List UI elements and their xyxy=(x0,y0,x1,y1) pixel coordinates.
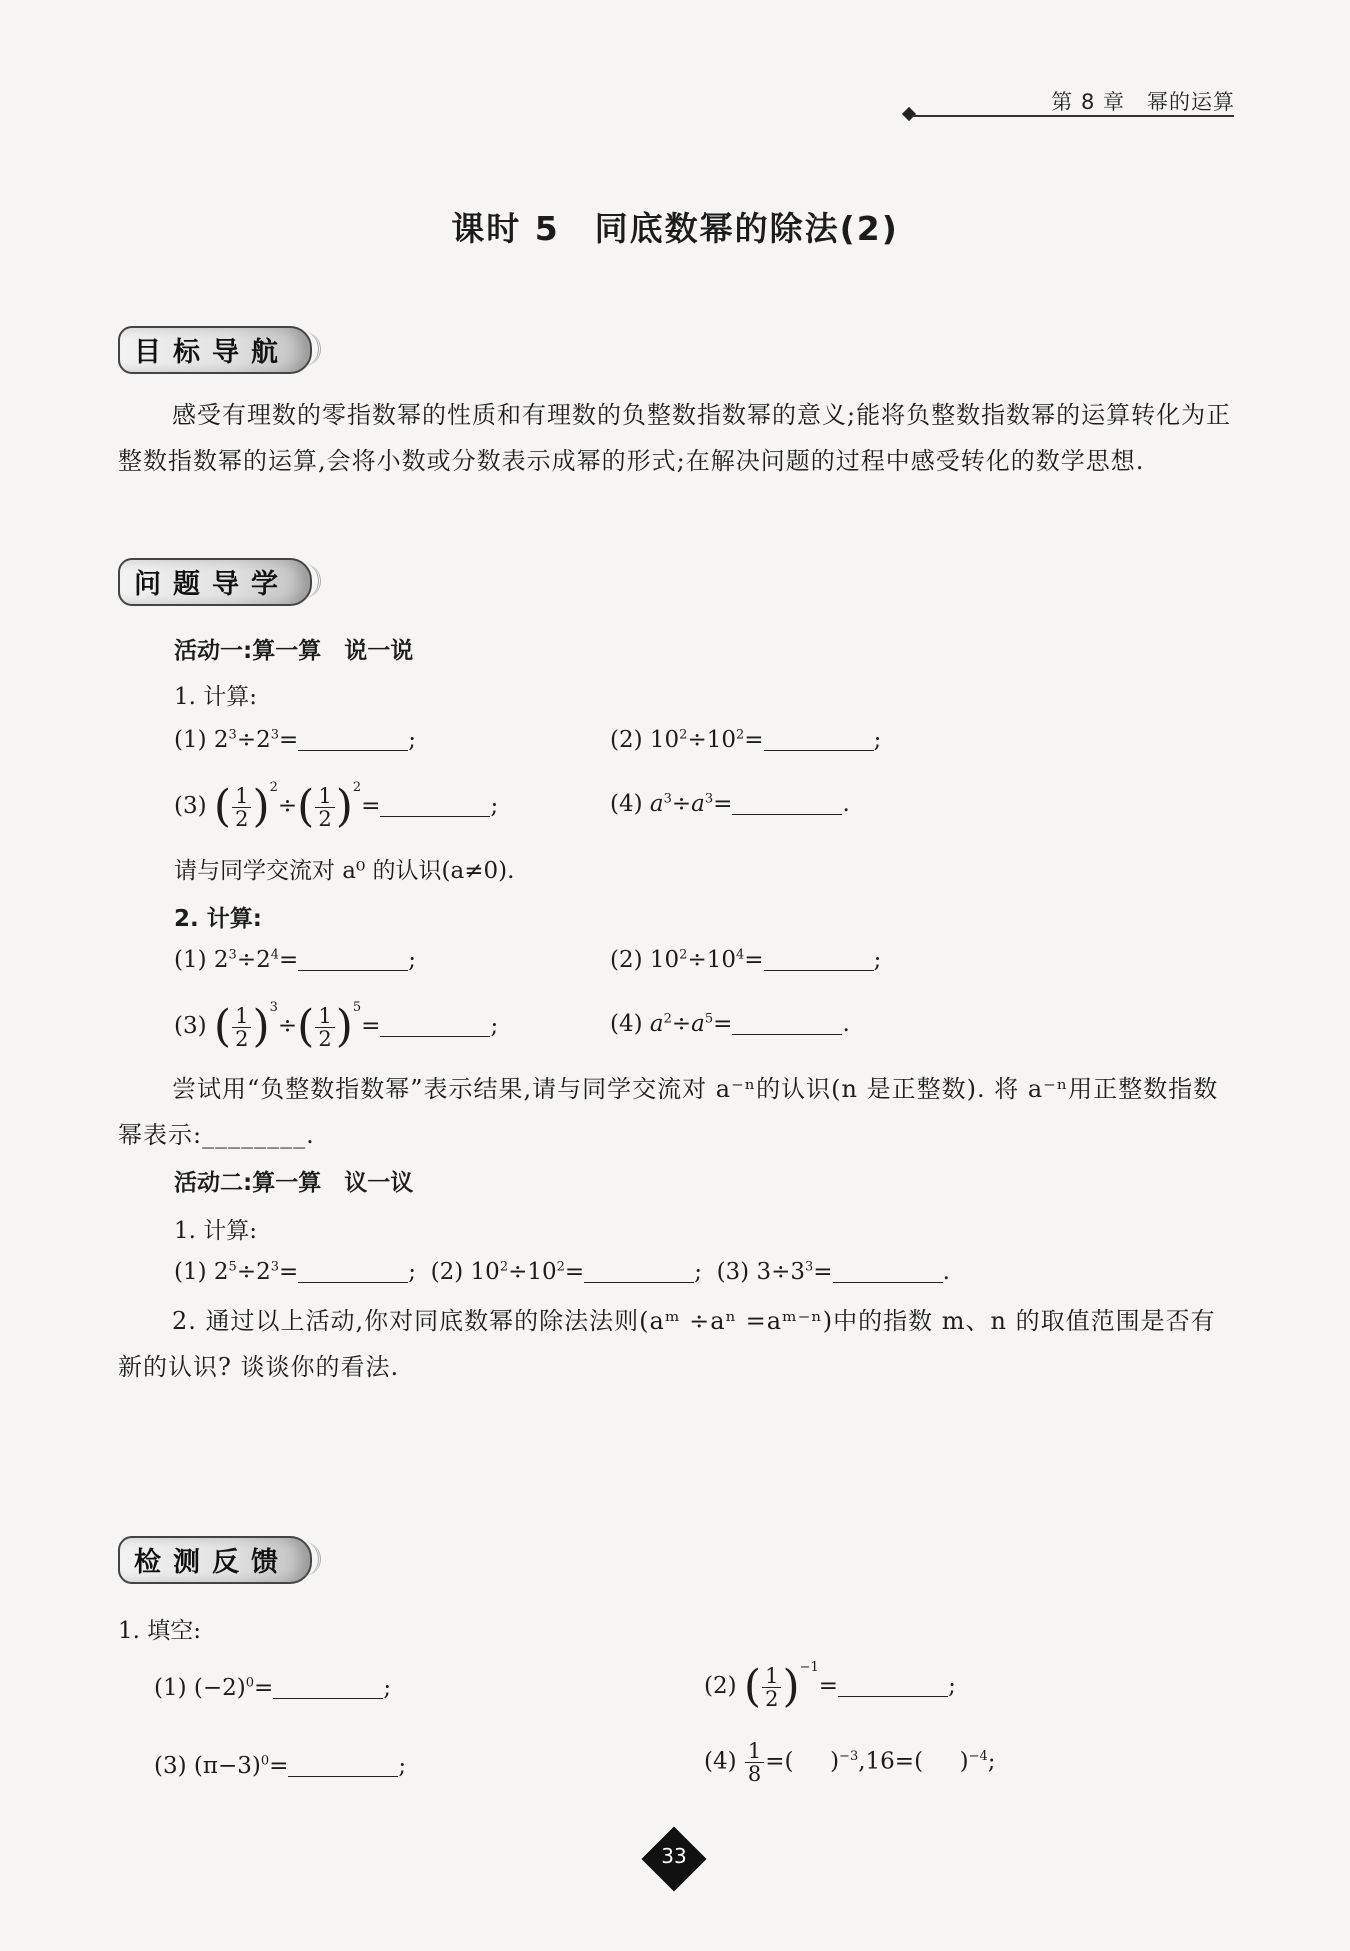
page-number: 33 xyxy=(661,1844,687,1868)
section-tab-goal xyxy=(118,326,318,370)
section-tab-guide xyxy=(118,558,318,602)
a1q2-item2: (2) $10^2\div 10^4=$ ; xyxy=(610,947,882,973)
section-label: 检测反馈 xyxy=(134,1547,290,1578)
section-label: 问题导学 xyxy=(134,569,290,600)
section-label: 目标导航 xyxy=(134,337,290,368)
header-rule xyxy=(912,115,1234,117)
check-item2: (2) ( $\frac{1}{2}$ )$^{-1}$= ; xyxy=(704,1660,956,1712)
activity1-q2: 2. 计算: xyxy=(174,906,262,932)
a1q1-item4: (4) $a^3\div a^3=$ . xyxy=(610,791,850,817)
check-item4: (4) $\frac{1}{8}$ =( )$^{-3}$,16=( )$^{-4}$; xyxy=(704,1739,996,1786)
a1q2-item3: (3) ( $\frac{1}{2}$ )$^3$÷( $\frac{1}{2}$ )$^5$= ; xyxy=(174,1000,499,1052)
activity1-note1: 请与同学交流对 a⁰ 的认识(a≠0). xyxy=(174,858,515,884)
lesson-title: 课时 5 同底数幂的除法(2) xyxy=(451,209,899,248)
check-q1: 1. 填空: xyxy=(118,1618,202,1644)
activity2-q2: 2. 通过以上活动,你对同底数幂的除法法则(aᵐ ÷aⁿ =aᵐ⁻ⁿ)中的指数 m、n 的取值范围是否有新的认识? 谈谈你的看法. xyxy=(118,1307,1216,1381)
goal-paragraph: 感受有理数的零指数幂的性质和有理数的负整数指数幂的意义;能将负整数指数幂的运算转化为正整数指数幂的运算,会将小数或分数表示成幂的形式;在解决问题的过程中感受转化的数学思想. xyxy=(118,401,1232,475)
header-diamond-icon xyxy=(902,107,916,121)
a1q2-item1: (1) $2^3\div 2^4=$ ; xyxy=(174,947,417,973)
activity1-title: 活动一:算一算 说一说 xyxy=(174,638,414,664)
a1q2-item4: (4) $a^2\div a^5=$ . xyxy=(610,1011,850,1037)
chapter-title: 幂的运算 xyxy=(1147,90,1235,114)
activity1-note2: 尝试用“负整数指数幂”表示结果,请与同学交流对 a⁻ⁿ的认识(n 是正整数). 将 a⁻ⁿ用正整数指数幂表示:________. xyxy=(118,1075,1219,1149)
check-item3: (3) $(\pi-3)^0=$ ; xyxy=(154,1753,407,1779)
chapter-number: 第 8 章 xyxy=(1051,90,1125,114)
activity1-q1: 1. 计算: xyxy=(174,684,258,710)
a1q1-item2: (2) $10^2\div 10^2=$ ; xyxy=(610,727,882,753)
a1q1-item3: (3) ( $\frac{1}{2}$ )$^2$÷( $\frac{1}{2}$ )$^2$= ; xyxy=(174,780,499,832)
activity2-q1: 1. 计算: xyxy=(174,1218,258,1244)
check-item1: (1) $(-2)^0=$ ; xyxy=(154,1675,392,1701)
running-head xyxy=(1051,86,1235,116)
section-tab-check xyxy=(118,1536,318,1580)
a1q1-item1: (1) $2^3\div 2^3=$ ; xyxy=(174,727,417,753)
a2q1-items: (1) $2^5\div 2^3=$ ; (2) $10^2\div 10^2=$ ; (3) $3\div 3^3=$ . xyxy=(174,1259,950,1285)
activity2-title: 活动二:算一算 议一议 xyxy=(174,1170,414,1196)
